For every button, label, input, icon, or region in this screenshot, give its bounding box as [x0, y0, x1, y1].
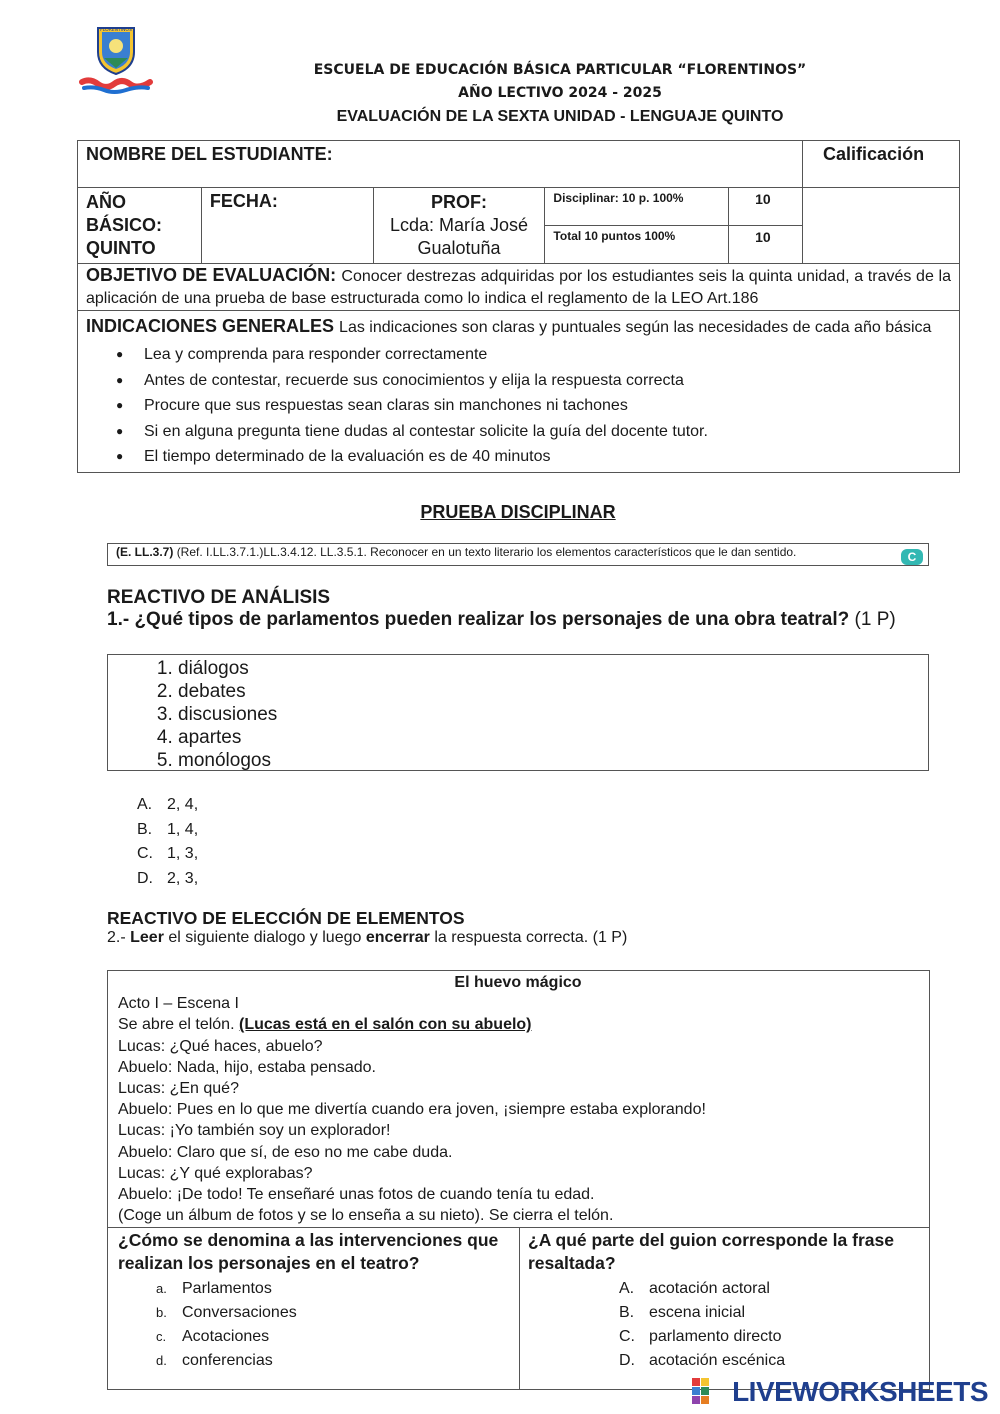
grade-empty-cell	[803, 188, 960, 264]
left-option-d[interactable]: d. conferencias	[156, 1352, 273, 1369]
q1-option: 4. apartes	[178, 726, 928, 749]
right-option-d[interactable]: D. acotación escénica	[619, 1352, 786, 1369]
left-question-col	[118, 1229, 513, 1373]
q2-section-title: REACTIVO DE ELECCIÓN DE ELEMENTOS	[107, 908, 465, 928]
story-line: Lucas: ¿Qué haces, abuelo?	[118, 1037, 323, 1055]
story-text	[118, 971, 918, 1226]
story-title: El huevo mágico	[454, 974, 582, 991]
school-year: AÑO LECTIVO 2024 - 2025	[458, 85, 662, 101]
column-divider	[519, 1227, 520, 1389]
indication-item: ● Procure que sus respuestas sean claras sin manchones ni tachones	[116, 393, 951, 419]
story-line: Lucas: ¿Y qué explorabas?	[118, 1164, 313, 1182]
student-name-field[interactable]: NOMBRE DEL ESTUDIANTE:	[78, 141, 803, 188]
indication-item: ● Antes de contestar, recuerde sus conocimientos y elija la respuesta correcta	[116, 368, 951, 394]
skill-box: (E. LL.3.7) (Ref. I.LL.3.7.1.)LL.3.4.12. LL.3.5.1. Reconocer en un texto literario los elementos característicos que le dan sentido.	[107, 543, 929, 566]
student-info-table	[77, 140, 960, 473]
date-field[interactable]: FECHA:	[201, 188, 373, 264]
indications-cell: INDICACIONES GENERALES Las indicaciones son claras y puntuales según las necesidades de cada año básica ● Lea y comprenda para responder correctamente ● Antes de contestar, recuerde sus conocimientos y elija la respuesta correcta ● Procure que sus respuestas sean claras sin manchones ni tachones ● Si en alguna pregunta tiene dudas al contestar solicite la guía del docente tutor. ● El tiempo determinado de la evaluación es de 40 minutos	[78, 311, 960, 473]
story-line: Abuelo: ¡De todo! Te enseñaré unas fotos de cuando tenía tu edad.	[118, 1186, 595, 1204]
q1-answers	[137, 793, 198, 891]
total-label: Total 10 puntos 100%	[545, 226, 729, 264]
disciplinar-label: Disciplinar: 10 p. 100%	[545, 188, 729, 226]
left-option-c[interactable]: c. Acotaciones	[156, 1328, 270, 1345]
q1-option: 5. monólogos	[178, 749, 928, 772]
story-line: Abuelo: Claro que sí, de eso no me cabe duda.	[118, 1143, 453, 1161]
q2-instruction: 2.- Leer el siguiente dialogo y luego encerrar la respuesta correcta. (1 P)	[107, 929, 628, 946]
story-curtain: Se abre el telón. (Lucas está en el salón con su abuelo)	[118, 1016, 532, 1034]
q1-answer-b[interactable]: B. 1, 4,	[137, 820, 199, 838]
year-cell: AÑO BÁSICO: QUINTO	[78, 188, 202, 264]
q1-options-box	[107, 654, 929, 771]
total-value: 10	[729, 226, 803, 264]
test-title: PRUEBA DISCIPLINAR	[420, 502, 616, 522]
q1-answer-d[interactable]: D. 2, 3,	[137, 869, 199, 887]
q1-option: 2. debates	[178, 680, 928, 703]
story-act: Acto I – Escena I	[118, 995, 239, 1013]
grade-field[interactable]: Calificación	[803, 141, 960, 188]
right-question: ¿A qué parte del guion corresponde la frase resaltada?	[528, 1230, 894, 1273]
indications-list	[86, 342, 951, 470]
indication-item: ● Lea y comprenda para responder correctamente	[116, 342, 951, 368]
prof-cell: PROF: Lcda: María José Gualotuña	[373, 188, 545, 264]
story-line: Abuelo: Pues en lo que me divertía cuando era joven, ¡siempre estaba explorando!	[118, 1101, 706, 1119]
story-line: (Coge un álbum de fotos y se lo enseña a su nieto). Se cierra el telón.	[118, 1207, 614, 1225]
left-option-b[interactable]: b. Conversaciones	[156, 1304, 297, 1321]
right-option-b[interactable]: B. escena inicial	[619, 1304, 746, 1321]
liveworksheets-icon	[692, 1378, 710, 1404]
school-logo	[76, 22, 156, 100]
objective-cell: OBJETIVO DE EVALUACIÓN: Conocer destrezas adquiridas por los estudiantes seis la quinta unidad, a través de la aplicación de una prueba de base estructurada como lo indica el reglamento de la LEO Art.186	[78, 264, 960, 311]
liveworksheets-logo[interactable]: LIVEWORKSHEETS	[732, 1376, 988, 1407]
q1-answer-a[interactable]: A. 2, 4,	[137, 796, 199, 813]
disciplinar-value: 10	[729, 188, 803, 226]
story-box	[107, 970, 930, 1390]
q1-answer-c[interactable]: C. 1, 3,	[137, 845, 199, 862]
right-option-c[interactable]: C. parlamento directo	[619, 1328, 782, 1345]
left-question: ¿Cómo se denomina a las intervenciones que realizan los personajes en el teatro?	[118, 1230, 499, 1273]
evaluation-title: EVALUACIÓN DE LA SEXTA UNIDAD - LENGUAJE QUINTO	[336, 108, 784, 125]
story-line: Lucas: ¿En qué?	[118, 1080, 239, 1098]
q1-question: 1.- ¿Qué tipos de parlamentos pueden realizar los personajes de una obra teatral? (1 P)	[107, 609, 896, 630]
q1-option: 3. discusiones	[178, 703, 928, 726]
comment-badge-icon[interactable]: C	[901, 549, 923, 565]
right-option-a[interactable]: A. acotación actoral	[619, 1280, 770, 1297]
right-question-col	[528, 1229, 923, 1373]
story-line: Abuelo: Nada, hijo, estaba pensado.	[118, 1058, 376, 1076]
q1-section-title: REACTIVO DE ANÁLISIS	[107, 587, 331, 608]
left-option-a[interactable]: a. Parlamentos	[156, 1280, 272, 1297]
logo-text: FLORENTINOS	[100, 28, 132, 33]
highlighted-phrase: (Lucas está en el salón con su abuelo)	[238, 1016, 532, 1034]
indication-item: ● El tiempo determinado de la evaluación es de 40 minutos	[116, 444, 951, 470]
q1-option: 1. diálogos	[178, 657, 928, 680]
indication-item: ● Si en alguna pregunta tiene dudas al contestar solicite la guía del docente tutor.	[116, 419, 951, 445]
school-name: ESCUELA DE EDUCACIÓN BÁSICA PARTICULAR “FLORENTINOS”	[313, 62, 807, 78]
story-line: Lucas: ¡Yo también soy un explorador!	[118, 1122, 391, 1140]
